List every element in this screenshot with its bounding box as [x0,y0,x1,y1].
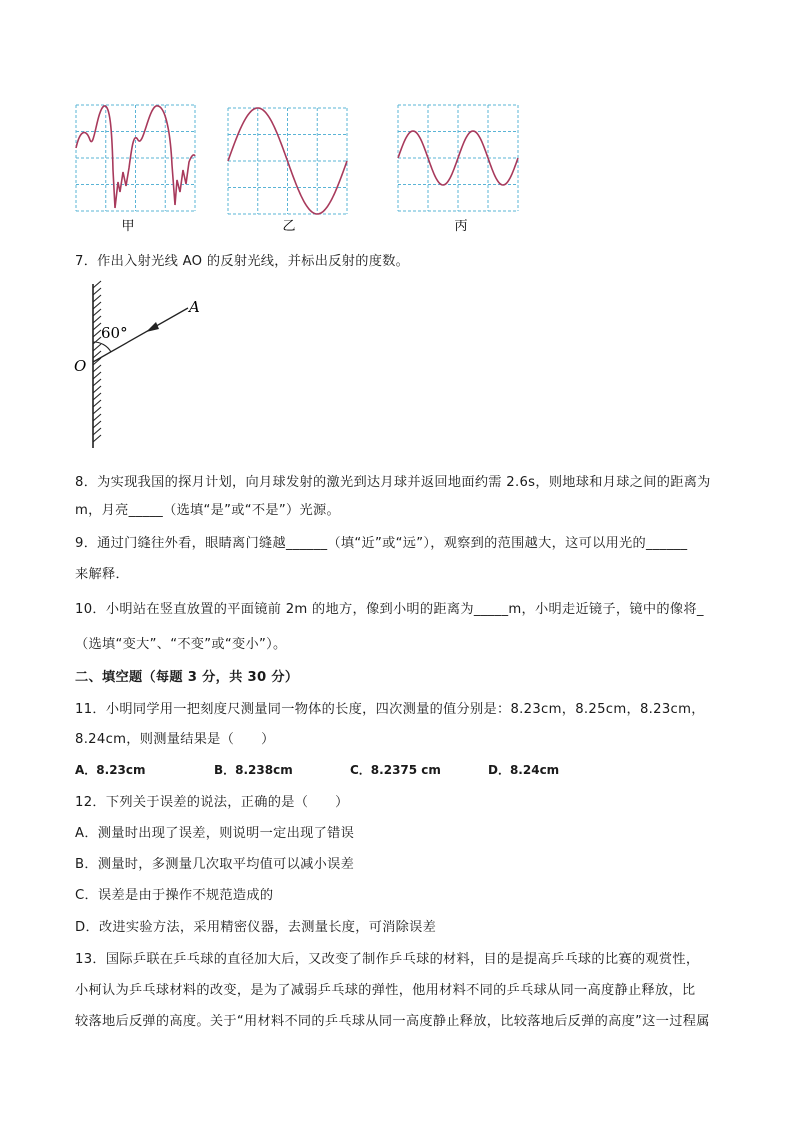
hatch-line [93,393,101,400]
q12-option-a: A．测量时出现了误差，则说明一定出现了错误 [75,826,355,841]
hatch-line [93,302,101,309]
ray-arrow-icon [146,322,159,332]
waveform-jia [76,105,195,211]
question-11-line-1: 11．小明同学用一把刻度尺测量同一物体的长度，四次测量的值分别是：8.23cm，8.25cm，8.23cm， [75,702,705,717]
hatch-line [93,309,101,316]
q12-option-d: D．改进实验方法，采用精密仪器，去测量长度，可消除误差 [75,920,437,935]
hatch-line [93,330,101,337]
question-13-line-3: 较落地后反弹的高度。关于“用材料不同的乒乓球从同一高度静止释放，比较落地后反弹的高度”这一过程属 [75,1014,710,1029]
waveform-yi [228,108,347,214]
q12-option-c: C．误差是由于操作不规范造成的 [75,888,274,903]
question-12-stem: 12．下列关于误差的说法，正确的是（ ） [75,795,349,810]
hatch-line [93,323,101,330]
hatch-line [93,281,101,288]
hatch-line [93,421,101,428]
waveform-bing [398,105,518,211]
waveform-label-jia: 甲 [121,219,135,234]
hatch-line [93,407,101,414]
hatch-line [93,379,101,386]
point-a-label: A [189,298,200,316]
question-9-line-1: 9．通过门缝往外看，眼睛离门缝越______（填“近”或“远”），观察到的范围越大，这可以用光的______ [75,536,688,551]
q11-option-c: C．8.2375 cm [350,763,441,777]
q11-option-a: A．8.23cm [75,763,146,777]
hatch-line [93,288,101,295]
question-11-line-2: 8.24cm，则测量结果是（ ） [75,732,275,747]
q12-option-b: B．测量时，多测量几次取平均值可以减小误差 [75,857,355,872]
waveform-label-bing: 丙 [454,219,468,234]
hatch-line [93,428,101,435]
q11-option-b: B．8.238cm [214,763,293,777]
question-10-line-2: （选填“变大”、“不变”或“变小”）。 [75,637,287,652]
section-heading: 二、填空题（每题 3 分，共 30 分） [75,670,299,685]
hatch-line [93,435,101,442]
hatch-line [93,351,101,358]
question-13-line-2: 小柯认为乒乓球材料的改变，是为了减弱乒乓球的弹性，他用材料不同的乒乓球从同一高度静止释放，比 [75,983,696,998]
hatch-line [93,414,101,421]
question-10-line-1: 10．小明站在竖直放置的平面镜前 2m 的地方，像到小明的距离为_____m，小明走近镜子，镜中的像将_ [75,602,704,617]
angle-arc [93,342,111,352]
question-9-line-2: 来解释． [75,567,129,582]
hatch-line [93,295,101,302]
hatch-line [93,344,101,351]
hatch-line [93,400,101,407]
question-13-line-1: 13．国际乒联在乒乓球的直径加大后，又改变了制作乒乓球的材料，目的是提高乒乓球的比赛的观赏性， [75,952,700,967]
grid-jia [76,105,195,211]
question-8-line-1: 8．为实现我国的探月计划，向月球发射的激光到达月球并返回地面约需 2.6s，则地球和月球之间的距离为 [75,475,711,490]
hatch-line [93,365,101,372]
hatch-line [93,372,101,379]
mirror-figure [60,278,220,458]
angle-label: 60° [101,324,128,342]
point-o-label: O [74,357,87,375]
waveform-figures [0,0,794,240]
question-8-line-2: m，月亮_____（选填“是”或“不是”）光源。 [75,503,340,518]
waveform-label-yi: 乙 [282,219,296,234]
q11-option-d: D．8.24cm [488,763,560,777]
hatch-line [93,316,101,323]
question-7: 7．作出入射光线 AO 的反射光线，并标出反射的度数。 [75,254,410,269]
hatch-line [93,386,101,393]
